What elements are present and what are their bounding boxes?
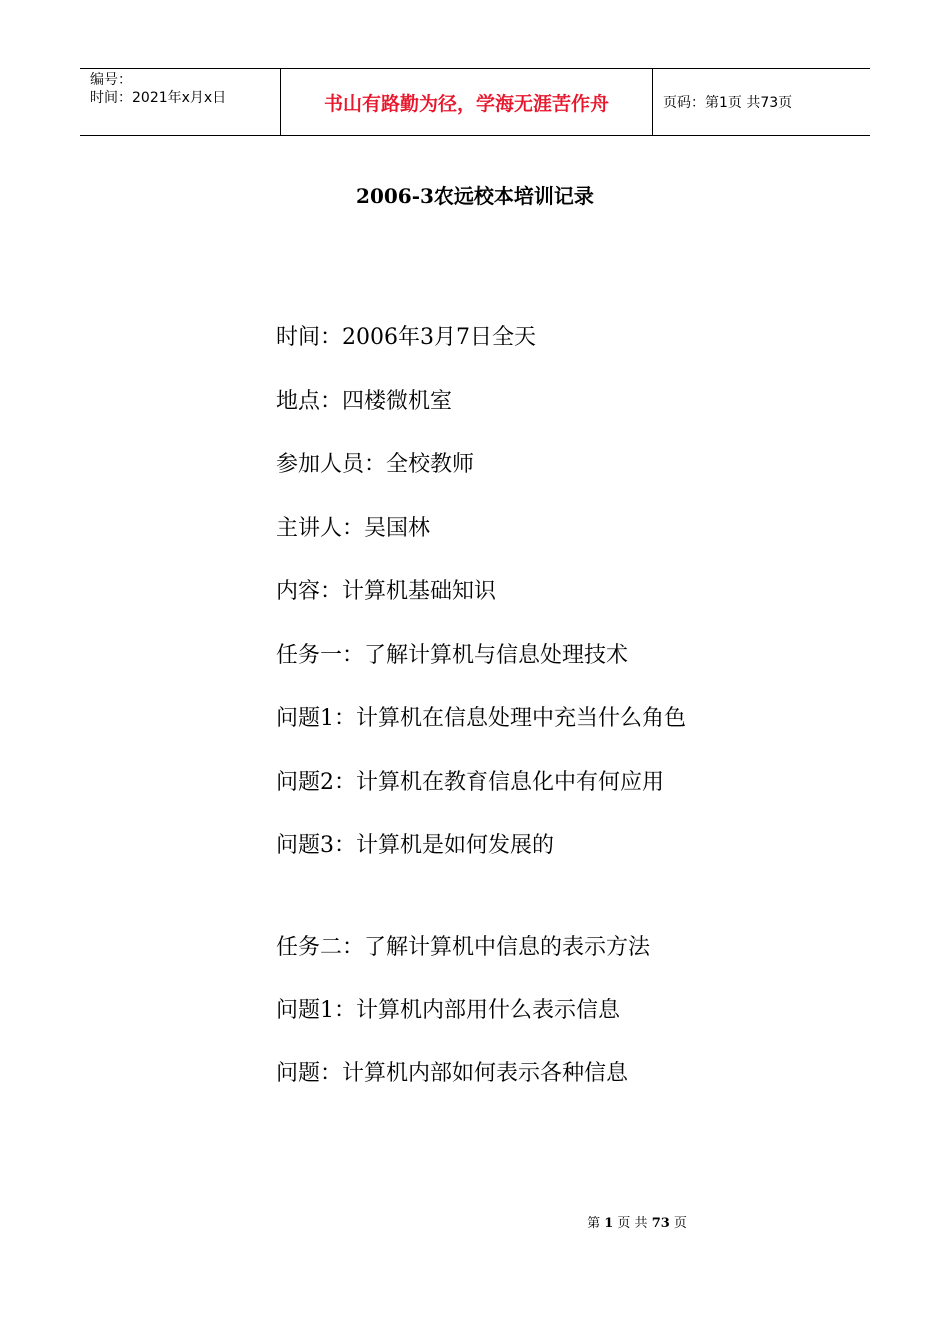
document-time-label: 时间：2021年x月x日 (90, 90, 227, 106)
footer-prefix: 第 (587, 1216, 601, 1231)
task-two: 任务二：了解计算机中信息的表示方法 (276, 935, 651, 960)
footer-page-number: 1 (604, 1216, 614, 1231)
record-location: 地点：四楼微机室 (276, 389, 453, 414)
task-two-question-2: 问题：计算机内部如何表示各种信息 (276, 1061, 629, 1086)
header-motto: 书山有路勤为径，学海无涯苦作舟 (281, 69, 653, 135)
header-page-info: 页码：第1页 共73页 (663, 95, 793, 111)
record-content: 内容：计算机基础知识 (276, 579, 497, 604)
document-title: 2006-3农远校本培训记录 (356, 184, 594, 208)
record-time: 时间：2006年3月7日全天 (276, 325, 536, 350)
footer-suffix: 页 (673, 1216, 687, 1231)
footer-middle: 页 共 (617, 1216, 648, 1231)
footer-total-pages: 73 (651, 1216, 670, 1231)
page-footer (0, 1212, 950, 1231)
document-number-label: 编号： (90, 72, 132, 88)
record-participants: 参加人员：全校教师 (276, 452, 475, 477)
task-two-question-1: 问题1：计算机内部用什么表示信息 (276, 998, 620, 1023)
task-one-question-3: 问题3：计算机是如何发展的 (276, 833, 554, 858)
task-one-question-1: 问题1：计算机在信息处理中充当什么角色 (276, 706, 686, 731)
header-meta (80, 69, 281, 135)
record-speaker: 主讲人：吴国林 (276, 516, 431, 541)
page-header (80, 68, 870, 136)
task-one-question-2: 问题2：计算机在教育信息化中有何应用 (276, 770, 664, 795)
task-one: 任务一：了解计算机与信息处理技术 (276, 643, 629, 668)
